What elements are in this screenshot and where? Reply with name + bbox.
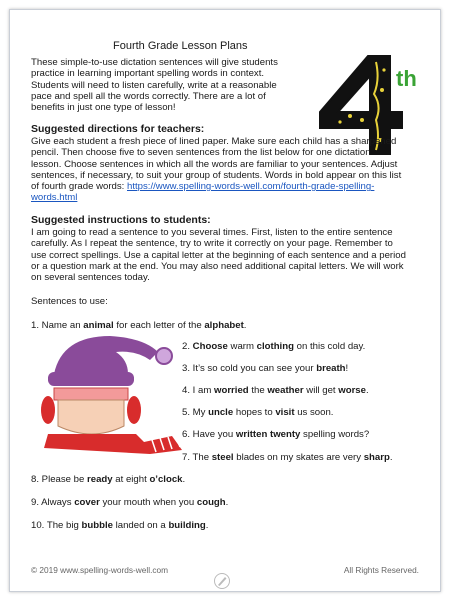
worksheet-page	[9, 9, 441, 592]
students-paragraph: I am going to read a sentence to you several times. First, listen to the entire sentence carefully. As I repeat the sentence, try to write it correctly on your page. Remember to use correct spellings. Use a capital letter at the beginning of each sentence and a period or a question mark at the end. You may also need additional capital letters. We will work on several sentences today.	[31, 227, 406, 284]
sentence-8: 8. Please be ready at eight o’clock.	[31, 474, 186, 485]
footer-copyright: © 2019 www.spelling-words-well.com	[31, 565, 169, 575]
page-title: Fourth Grade Lesson Plans	[113, 40, 248, 52]
sentence-5: 5. My uncle hopes to visit us soon.	[182, 407, 334, 418]
sentence-2: 2. Choose warm clothing on this cold day.	[182, 341, 366, 352]
sentence-10: 10. The big bubble landed on a building.	[31, 520, 209, 531]
sentence-9: 9. Always cover your mouth when you cough.	[31, 497, 229, 508]
students-heading: Suggested instructions to students:	[31, 214, 211, 226]
teachers-paragraph	[31, 136, 403, 204]
sentence-6: 6. Have you written twenty spelling words?	[182, 429, 370, 440]
intro-paragraph: These simple-to-use dictation sentences will give students practice in learning important spelling words in context. Students will need to listen carefully, write at a reasonable pace and spell all the words correctly. There are a lot of benefits in just one type of lesson!	[31, 57, 278, 114]
sentence-7: 7. The steel blades on my skates are very sharp.	[182, 452, 393, 463]
sentence-4: 4. I am worried the weather will get worse.	[182, 385, 369, 396]
fourth-grade-words-link[interactable]: https://www.spelling-words-well.com/fourth-grade-spelling-words.html	[31, 181, 375, 204]
sentence-3: 3. It’s so cold you can see your breath!	[182, 363, 349, 374]
sentences-label: Sentences to use:	[31, 296, 108, 307]
teachers-heading: Suggested directions for teachers:	[31, 123, 205, 135]
pencil-logo-icon	[213, 572, 231, 590]
teachers-body: Give each student a fresh piece of lined paper. Make sure each child has a sharpened pencil. Then choose five to seven sentences from the list below for one dictation lesson. Choose sentences in which all the words are familiar to your sentences. Adjust sentences, if necessary, to suit your group of students. Words in bold appear on this list of fourth grade words:	[31, 136, 402, 193]
winter-kid-illustration	[32, 330, 192, 460]
footer-rights: All Rights Reserved.	[343, 565, 419, 575]
sentence-1: 1. Name an animal for each letter of the alphabet.	[31, 320, 247, 331]
logo-suffix: th	[396, 66, 417, 91]
